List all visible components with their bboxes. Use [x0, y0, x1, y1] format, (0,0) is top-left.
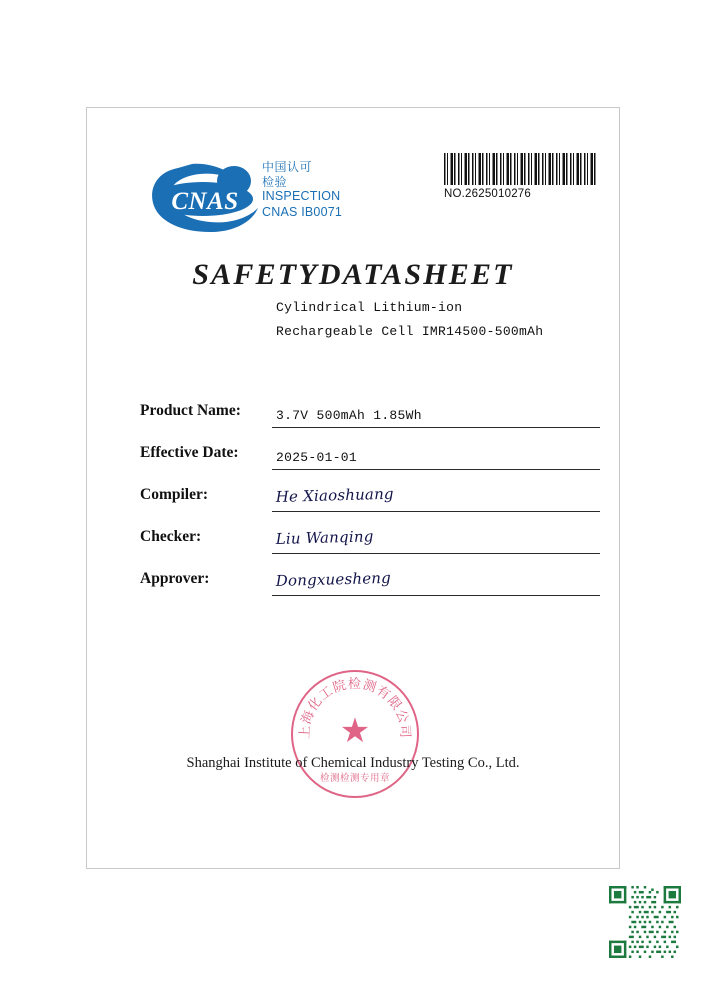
product-name-line-2: Rechargeable Cell IMR14500-500mAh: [276, 324, 544, 340]
field-row-effective-date: [140, 428, 600, 470]
cnas-logo-mark: [148, 162, 260, 236]
cnas-caption-en-2: CNAS IB0071: [262, 204, 343, 219]
cnas-caption-zh-2: 检验: [262, 174, 288, 189]
page-title: SAFETYDATASHEET: [192, 258, 514, 291]
cnas-caption-zh-1: 中国认可: [262, 160, 313, 174]
product-name-line-3: 3.7V 500mAh 1.85Wh: [276, 408, 422, 423]
stamp-arc-label: 上海化工院检测有限公司: [297, 677, 413, 740]
barcode-block: [444, 153, 596, 203]
field-value-effective-date: 2025-01-01: [276, 450, 358, 465]
field-row-product-name: [140, 300, 600, 428]
cnas-logo-caption: [262, 160, 362, 220]
field-rule-product-name: [272, 387, 600, 428]
field-rule-compiler: [272, 471, 600, 512]
field-label-product-name: Product Name:: [140, 402, 241, 419]
stamp-bottom-label: 检测检测专用章: [319, 773, 390, 784]
star-icon: ★: [339, 713, 371, 750]
field-row-compiler: [140, 470, 600, 512]
cnas-logo-block: [148, 160, 363, 242]
field-rule-checker: [272, 513, 600, 554]
company-name: Shanghai Institute of Chemical Industry Testing Co., Ltd.: [186, 755, 520, 771]
field-row-checker: [140, 512, 600, 554]
qr-code: [609, 886, 681, 958]
field-label-compiler: Compiler:: [140, 486, 209, 503]
signature-compiler: He Xiaoshuang: [275, 484, 394, 506]
official-stamp: [291, 670, 419, 798]
product-name-line-1: Cylindrical Lithium-ion: [276, 300, 463, 315]
field-row-approver: [140, 554, 600, 596]
field-label-approver: Approver:: [140, 570, 210, 587]
cnas-logo-text: CNAS: [171, 188, 239, 215]
signature-checker: Liu Wanqing: [275, 527, 374, 548]
cnas-caption-en-1: INSPECTION: [262, 189, 341, 204]
field-rule-approver: [272, 555, 600, 596]
barcode-number: NO.2625010276: [444, 188, 532, 200]
qr-code-image: [609, 886, 681, 958]
field-value-product-name-extra: [276, 296, 543, 344]
field-label-effective-date: Effective Date:: [140, 444, 239, 461]
barcode-image: [444, 153, 596, 185]
field-list: [140, 300, 600, 596]
field-label-checker: Checker:: [140, 528, 202, 545]
signature-approver: Dongxuesheng: [275, 568, 392, 590]
field-rule-effective-date: [272, 429, 600, 470]
